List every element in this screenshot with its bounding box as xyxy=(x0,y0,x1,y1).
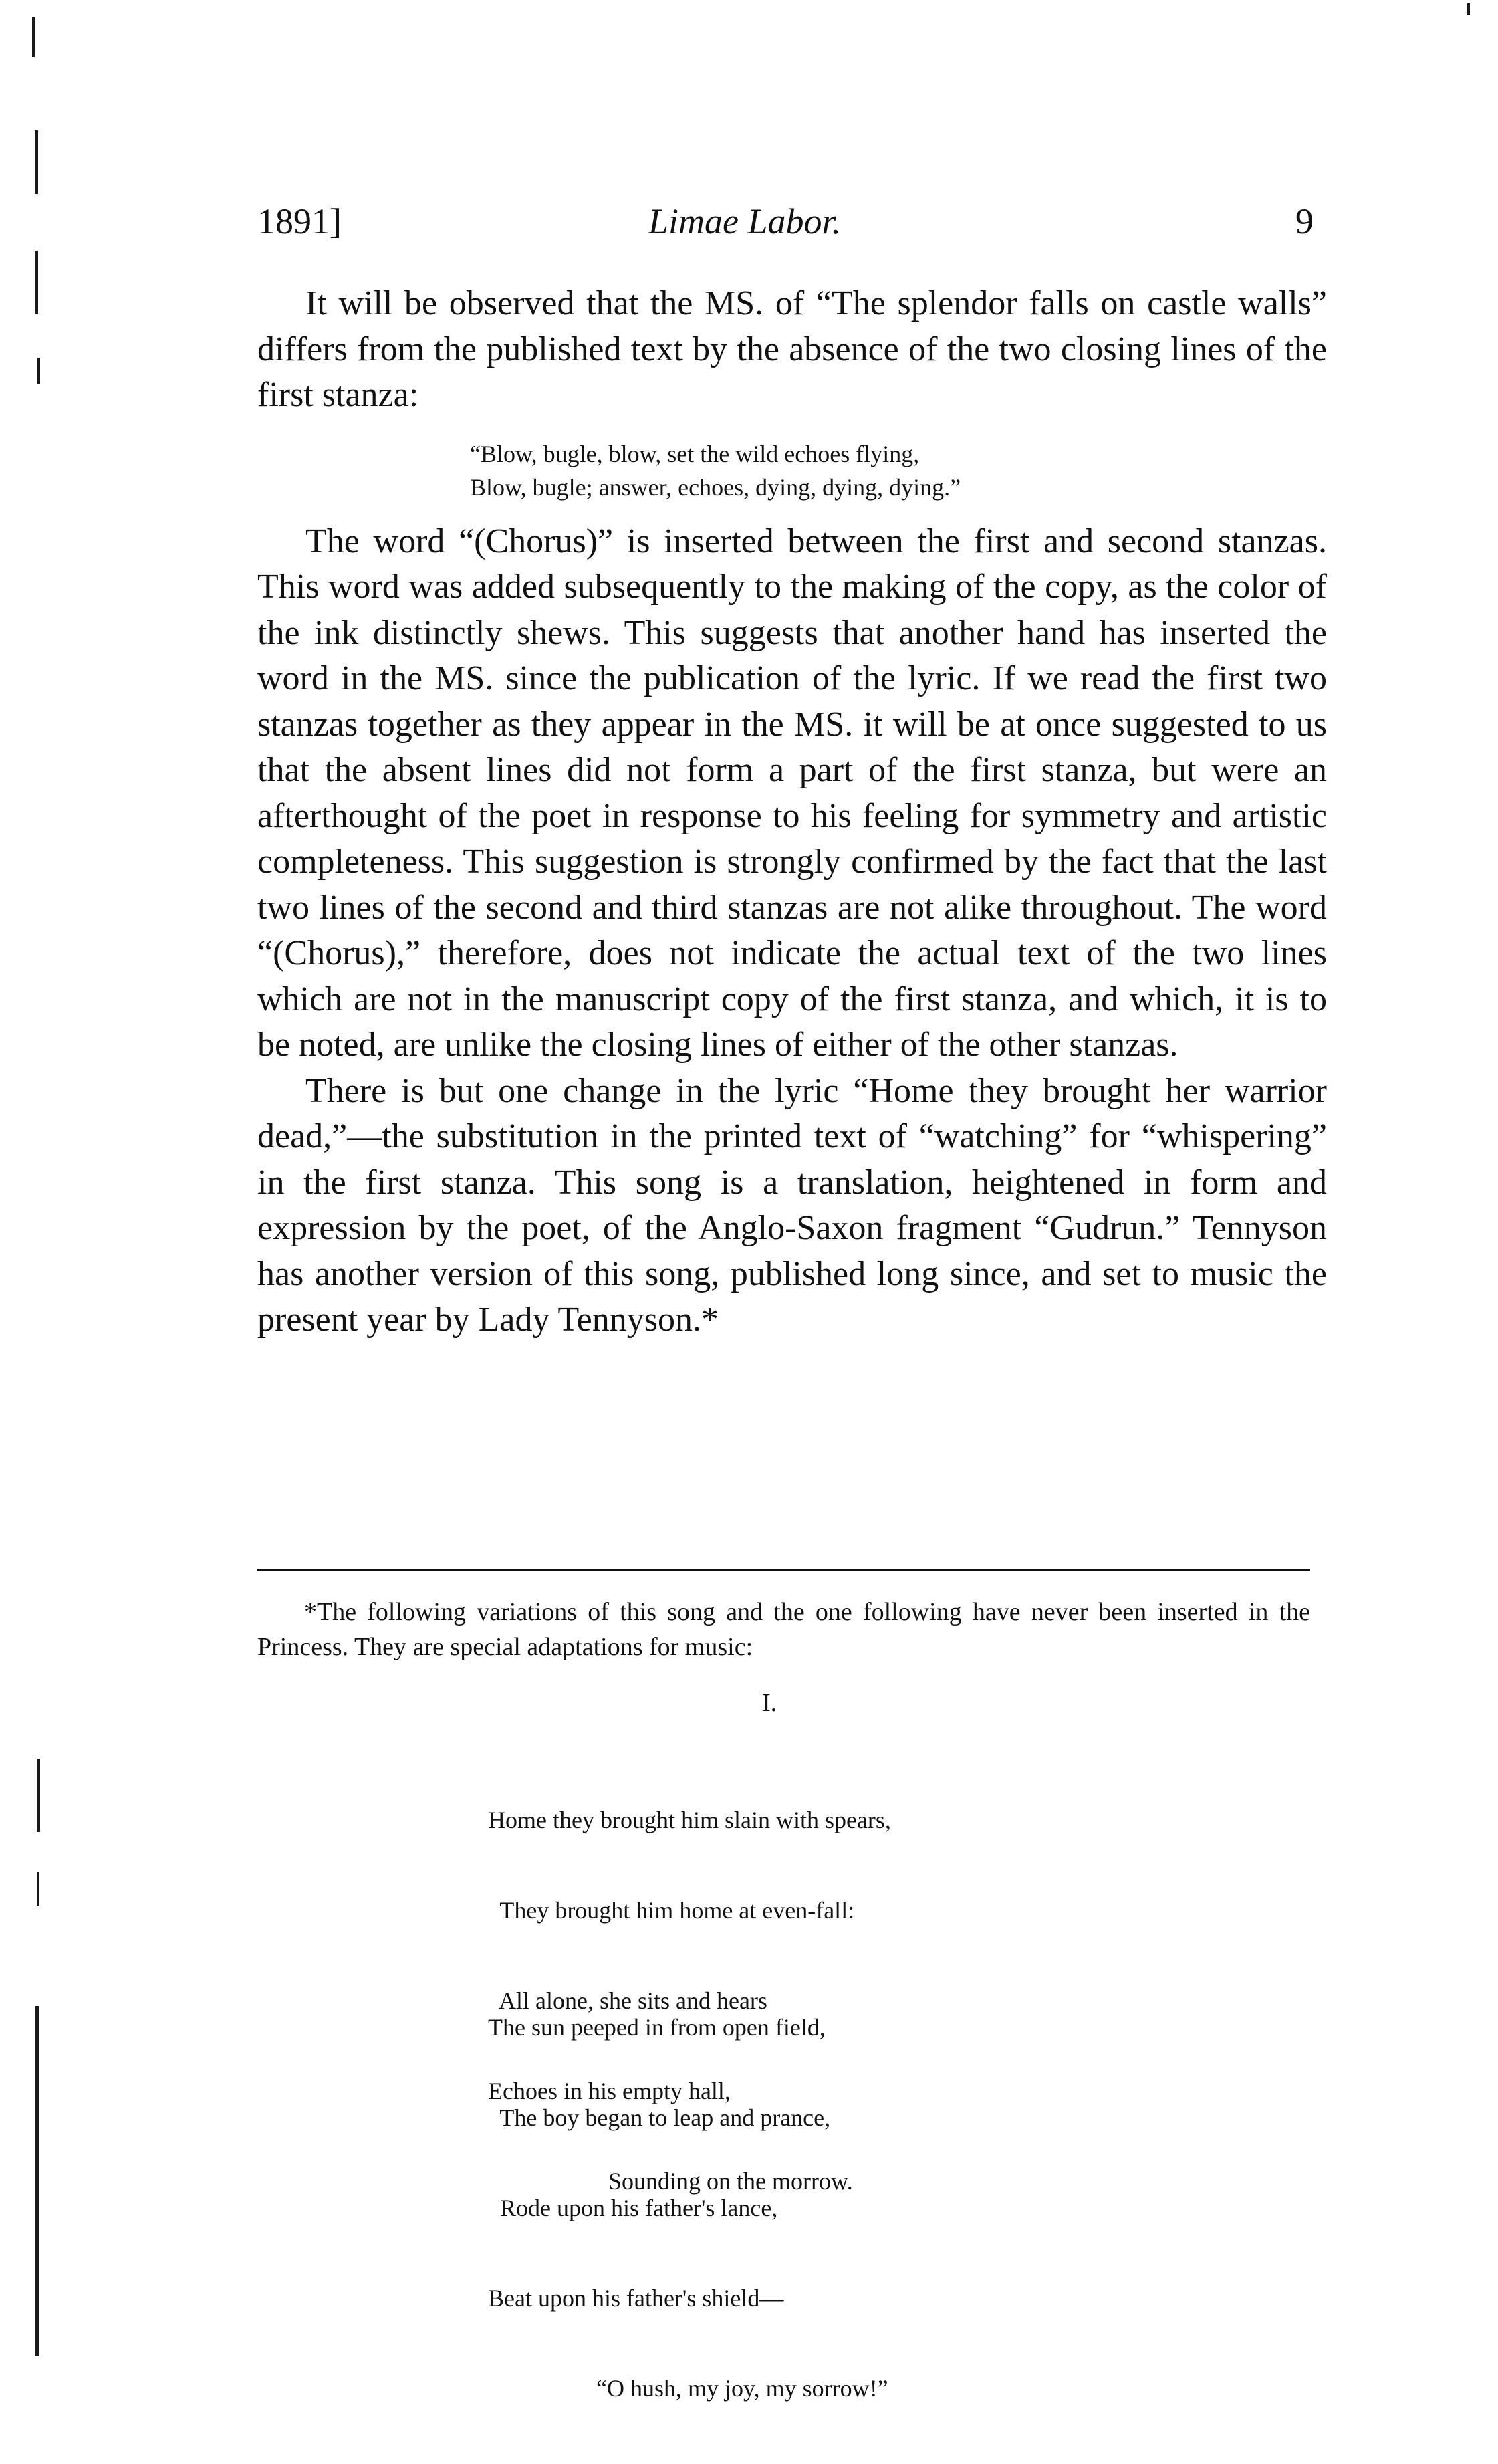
poem-number: I. xyxy=(762,1689,777,1717)
footnote-text: *The following variations of this song and the one following have never been inserted in the Princess. They are special adaptations for music: xyxy=(257,1598,1310,1661)
poem-line: They brought him home at even-fall: xyxy=(488,1897,855,1924)
quoted-verse xyxy=(470,437,1327,504)
poem-line: The sun peeped in from open field, xyxy=(488,2014,826,2041)
quote-line: Blow, bugle; answer, echoes, dying, dying, dying.” xyxy=(470,473,961,501)
header-year: 1891] xyxy=(257,201,342,241)
paragraph: There is but one change in the lyric “Home they brought her warrior dead,”—the substitution in the printed text of “watching” for “whispering” in the first stanza. This song is a translation, heightened in form and expression by the poet, of the Anglo-Saxon fragment “Gudrun.” Tennyson has another version of this song, published long since, and set to music the present year by Lady Tennyson.* xyxy=(257,1071,1327,1339)
scan-edge-mark xyxy=(35,130,38,194)
poem-line: “O hush, my joy, my sorrow!” xyxy=(488,2375,888,2402)
scan-edge-mark xyxy=(35,2006,39,2356)
scan-edge-mark xyxy=(37,358,40,384)
body-text xyxy=(257,281,1327,1343)
poem-line: All alone, she sits and hears xyxy=(488,1987,767,2014)
footnote-divider xyxy=(257,1569,1310,1571)
poem-line: The boy began to leap and prance, xyxy=(488,2104,831,2131)
poem-stanza-2 xyxy=(488,1952,888,2464)
quote-line: “Blow, bugle, blow, set the wild echoes flying, xyxy=(470,440,920,467)
paragraph: It will be observed that the MS. of “The splendor falls on castle walls” differs from the published text by the absence of the two closing lines of the first stanza: xyxy=(257,284,1327,414)
header-title: Limae Labor. xyxy=(648,201,842,241)
footnote xyxy=(257,1595,1310,1664)
scan-edge-mark xyxy=(37,1759,40,1832)
running-header xyxy=(257,201,1327,254)
scan-edge-mark xyxy=(1467,3,1470,15)
poem-line: Echoes in his empty hall, xyxy=(488,2078,731,2104)
scan-edge-mark xyxy=(35,251,38,314)
poem-line: Home they brought him slain with spears, xyxy=(488,1807,891,1833)
paragraph: The word “(Chorus)” is inserted between the first and second stanzas. This word was added subsequently to the making of the copy, as the color of the ink distinctly shews. This suggests that another hand has inserted the word in the MS. since the publication of the lyric. If we read the first two stanzas together as they appear in the MS. it will be at once suggested to us that the absent lines did not form a part of the first stanza, but were an afterthought of the poet in response to his feeling for symmetry and artistic completeness. This suggestion is strongly confirmed by the fact that the last two lines of the second and third stanzas are not alike throughout. The word “(Chorus),” therefore, does not indicate the actual text of the two lines which are not in the manuscript copy of the first stanza, and which, it is to be noted, are unlike the closing lines of either of the other stanzas. xyxy=(257,522,1327,1064)
poem-line: Rode upon his father's lance, xyxy=(488,2195,778,2221)
poem-line: Sounding on the morrow. xyxy=(488,2168,853,2195)
poem-line: Beat upon his father's shield— xyxy=(488,2285,784,2312)
page-number: 9 xyxy=(1295,201,1314,241)
scan-edge-mark xyxy=(37,1872,39,1906)
scan-edge-mark xyxy=(32,17,35,57)
